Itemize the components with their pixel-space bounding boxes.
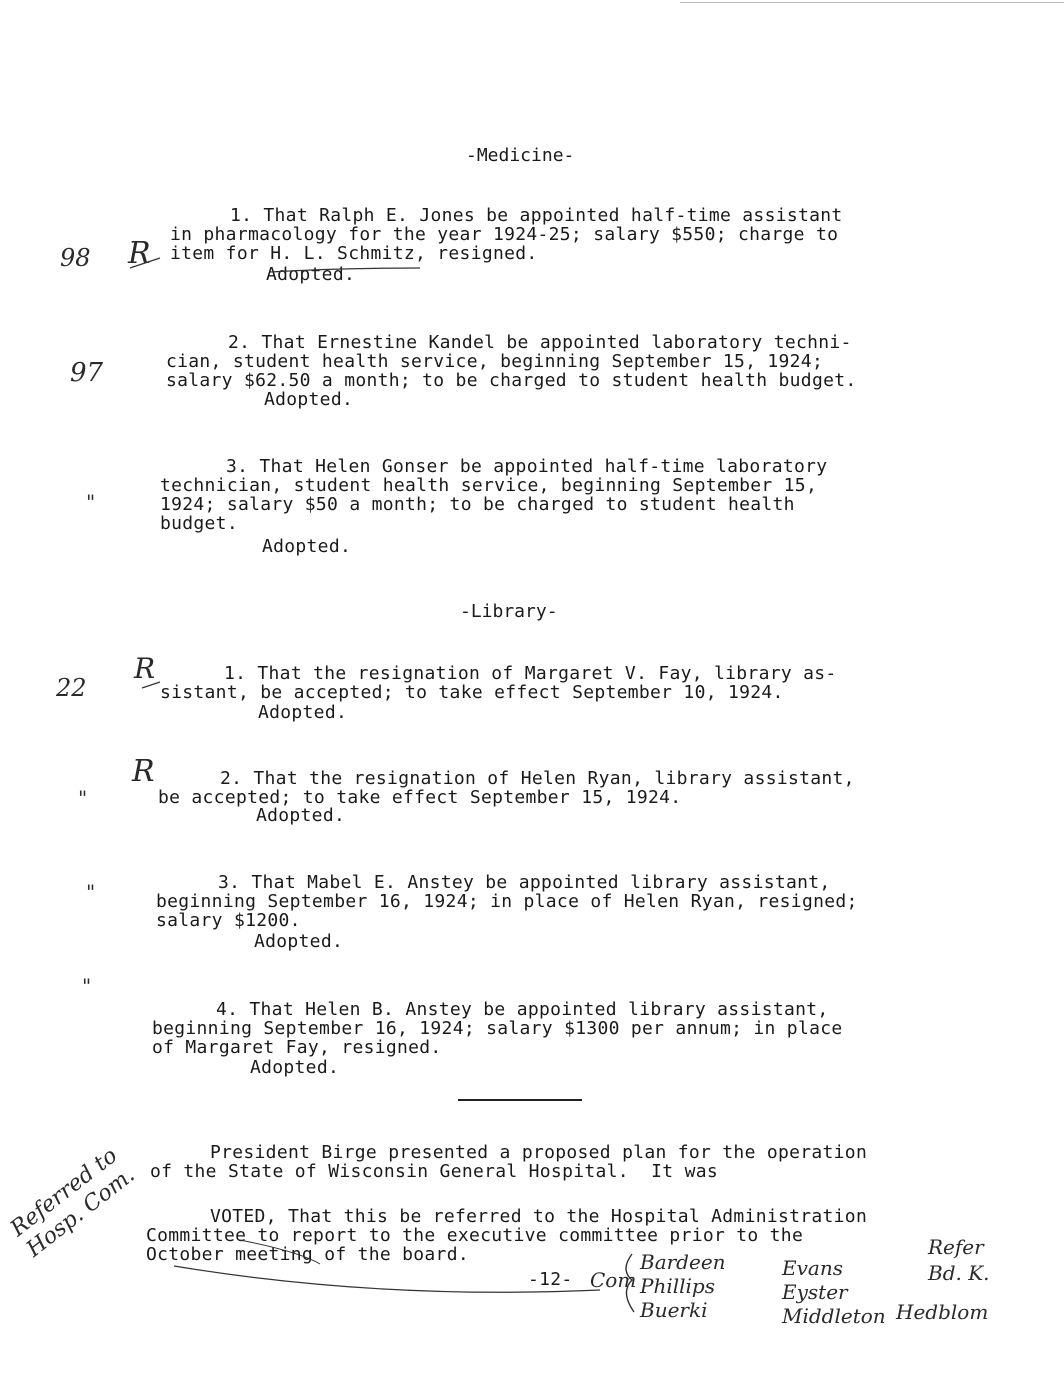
library-item-2: 2. That the resignation of Helen Ryan, library assistant, be accepted; to take effect September 15, 1924. bbox=[158, 768, 855, 808]
ditto-mark-medicine-3: " bbox=[86, 490, 96, 514]
library-item-2-status: Adopted. bbox=[256, 805, 346, 826]
refer-bd-note: Refer Bd. K. bbox=[928, 1235, 990, 1285]
library-item-3-status: Adopted. bbox=[254, 931, 344, 952]
library-item-1: 1. That the resignation of Margaret V. Fay, library as- sistant, be accepted; to take effect September 10, 1924. bbox=[160, 663, 837, 703]
voted-paragraph: VOTED, That this be referred to the Hospital Administration Committee to report to the executive committee prior to the October meeting of the board. bbox=[146, 1206, 868, 1265]
library-item-1-status: Adopted. bbox=[258, 702, 348, 723]
referred-to-hosp-note: Referred to Hosp. Com. bbox=[6, 1143, 140, 1263]
hedblom-name: Hedblom bbox=[896, 1300, 989, 1324]
medicine-item-3: 3. That Helen Gonser be appointed half-time laboratory technician, student health service, beginning September 15, 1924; salary $50 a month; to be charged to student health budget. bbox=[160, 456, 828, 534]
com-label: Com bbox=[590, 1268, 637, 1292]
section-heading-library: -Library- bbox=[460, 601, 558, 622]
committee-names-1: Bardeen Phillips Buerki bbox=[640, 1250, 726, 1322]
library-item-3: 3. That Mabel E. Anstey be appointed library assistant, beginning September 16, 1924; in place of Helen Ryan, resigned; salary $1200. bbox=[156, 872, 858, 931]
committee-names-2: Evans Eyster Middleton bbox=[782, 1256, 886, 1328]
ditto-mark-library-4: " bbox=[82, 974, 92, 998]
medicine-item-2: 2. That Ernestine Kandel be appointed laboratory techni- cian, student health service, beginning September 15, 1924; salary $62.50 a month; to be charged to student health budget. bbox=[166, 332, 857, 391]
medicine-item-1-status: Adopted. bbox=[266, 264, 356, 285]
section-heading-medicine: -Medicine- bbox=[466, 145, 575, 166]
library-item-4: 4. That Helen B. Anstey be appointed library assistant, beginning September 16, 1924; salary $1300 per annum; in place of Margaret Fay, resigned. bbox=[152, 999, 843, 1058]
r-mark-library-1: R bbox=[134, 652, 156, 685]
medicine-item-2-status: Adopted. bbox=[264, 389, 354, 410]
president-paragraph: President Birge presented a proposed plan for the operation of the State of Wisconsin General Hospital. It was bbox=[150, 1142, 868, 1182]
library-item-4-status: Adopted. bbox=[250, 1057, 340, 1078]
ditto-mark-library-3: " bbox=[86, 880, 96, 904]
page-number: -12- bbox=[528, 1269, 573, 1290]
margin-number-22: 22 bbox=[56, 674, 87, 702]
r-mark-medicine-1: R bbox=[128, 236, 151, 271]
margin-number-97: 97 bbox=[70, 358, 104, 388]
ditto-mark-library-2: " bbox=[78, 786, 88, 810]
margin-number-98: 98 bbox=[60, 244, 91, 272]
r-mark-library-2: R bbox=[132, 754, 155, 789]
medicine-item-1: 1. That Ralph E. Jones be appointed half-time assistant in pharmacology for the year 1924-25; salary $550; charge to item for H. L. Schmitz, resigned. bbox=[170, 205, 843, 264]
medicine-item-3-status: Adopted. bbox=[262, 536, 352, 557]
